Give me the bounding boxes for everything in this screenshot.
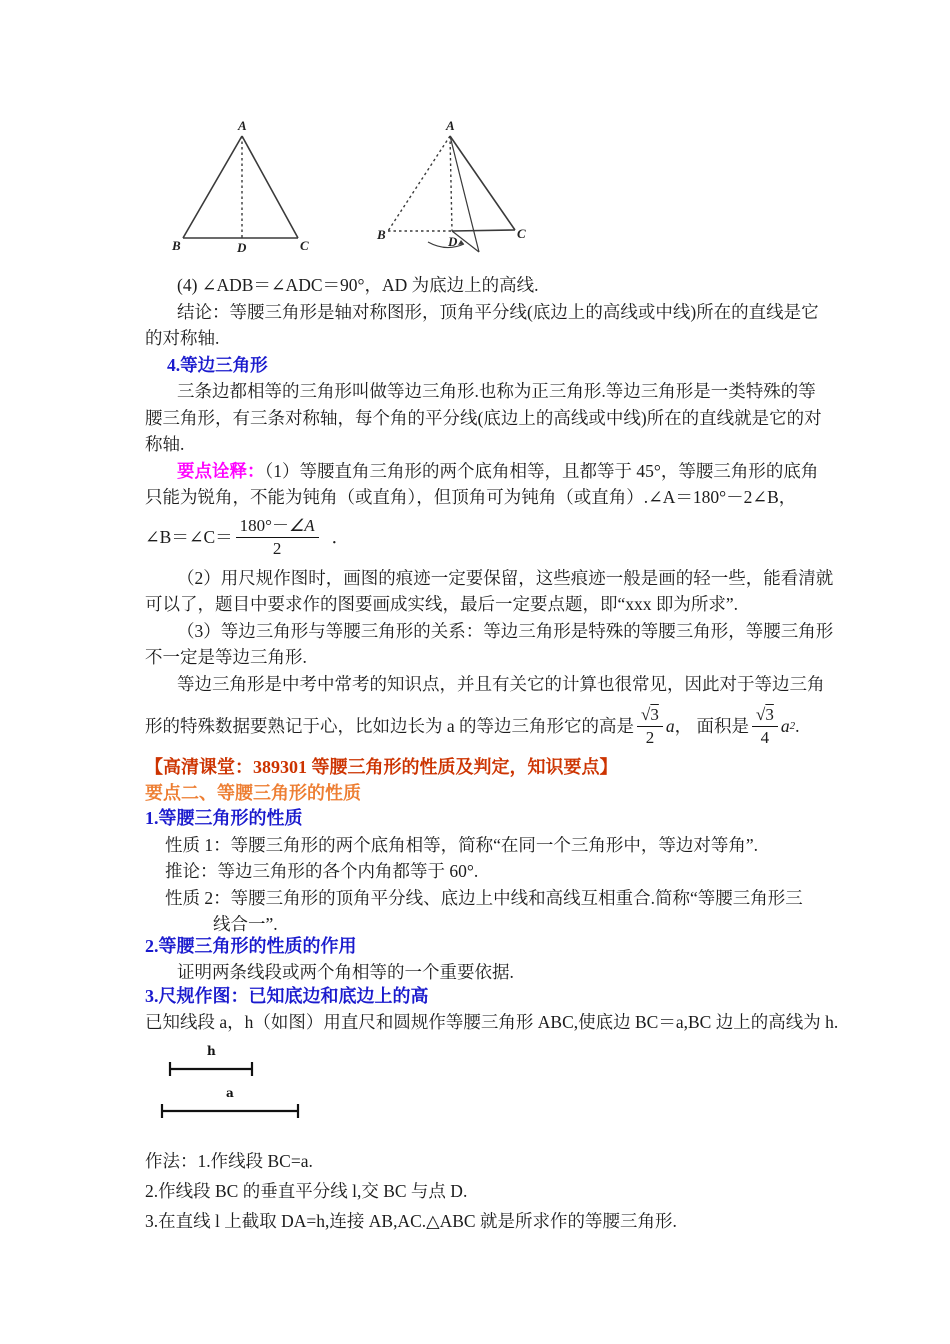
fraction-numerator: 180°－∠A xyxy=(236,516,319,538)
property-2-line-1: 性质 2：等腰三角形的顶角平分线、底边上中线和高线互相重合.简称“等腰三角形三 xyxy=(165,887,803,908)
formula-period: ． xyxy=(331,527,350,548)
construction-heading: 3.尺规作图：已知底边和底边上的高 xyxy=(145,985,429,1006)
vertex-b-label: B xyxy=(377,227,386,242)
exam-text-prefix: 形的特殊数据要熟记于心，比如边长为 a 的等边三角形它的高是 xyxy=(145,715,635,736)
vertex-d-label: D xyxy=(237,240,247,255)
area-fraction: $\frac{√3}{4}$ xyxy=(752,705,778,747)
vertex-a-label: A xyxy=(238,118,247,133)
angle-formula-line xyxy=(145,511,820,565)
area-exponent: 2 xyxy=(789,719,796,732)
equilateral-paragraph-line-1: 三条边都相等的三角形叫做等边三角形.也称为正三角形.等边三角形是一类特殊的等 xyxy=(177,381,816,401)
vertex-b-label: B xyxy=(172,238,181,253)
sqrt-3-numerator: √3 xyxy=(752,705,778,727)
key-note-label: 要点诠释： xyxy=(177,460,265,481)
key-note-line-1 xyxy=(145,458,820,485)
note-2-line-2: 可以了，题目中要求作的图要画成实线，最后一定要点题，即“xxx 即为所求”. xyxy=(145,594,739,614)
exam-paragraph-line-2 xyxy=(145,697,820,755)
vertex-c-label: C xyxy=(517,226,526,241)
vertex-c-label: C xyxy=(300,238,309,253)
segment-a-figure xyxy=(158,1086,302,1120)
vertex-d-label: D xyxy=(448,234,458,249)
note-3-line-1: （3）等边三角形与等腰三角形的关系：等边三角形是特殊的等腰三角形，等腰三角形 xyxy=(177,620,834,641)
hd-classroom-heading: 【高清课堂：389301 等腰三角形的性质及判定，知识要点】 xyxy=(145,757,618,777)
note-3-line-2: 不一定是等边三角形. xyxy=(145,647,307,667)
construction-steps xyxy=(145,1146,820,1236)
construction-step-2: 2.作线段 BC 的垂直平分线 l,交 BC 与点 D. xyxy=(145,1180,468,1201)
folded-triangle-figure xyxy=(376,118,528,260)
vertex-a-label: A xyxy=(446,118,455,133)
exam-text-end: . xyxy=(795,715,800,736)
sqrt-3-numerator: √3 xyxy=(637,705,663,727)
construction-step-1: 作法：1.作线段 BC=a. xyxy=(145,1150,313,1171)
segment-h-label: h xyxy=(207,1043,216,1058)
document-body xyxy=(145,272,839,1236)
fraction-denominator: 2 xyxy=(272,539,282,558)
note-2-line-1: （2）用尺规作图时，画图的痕迹一定要保留，这些痕迹一般是画的轻一些，能看清就 xyxy=(177,567,834,588)
property-2-line-2: 线合一”. xyxy=(213,914,278,934)
key-note-text: （1）等腰直角三角形的两个底角相等，且都等于 45°，等腰三角形的底角 xyxy=(264,460,819,481)
usage-text: 证明两条线段或两个角相等的一个重要依据. xyxy=(177,962,514,982)
exam-text-mid: ， 面积是 xyxy=(674,715,749,736)
construction-text: 已知线段 a，h（如图）用直尺和圆规作等腰三角形 ABC,使底边 BC＝a,BC 边上的高线为 h. xyxy=(145,1012,839,1032)
height-fraction: $\frac{√3}{2}$ xyxy=(637,705,663,747)
key-note-line-2: 只能为锐角，不能为钝角（或直角），但顶角可为钝角（或直角）.∠A＝180°－2∠B， xyxy=(145,487,797,507)
usage-heading: 2.等腰三角形的性质的作用 xyxy=(145,935,357,956)
statement-4-line: (4) ∠ADB＝∠ADC＝90°，AD 为底边上的高线. xyxy=(177,275,539,295)
isosceles-triangle-figure xyxy=(170,118,310,256)
segment-a-label: a xyxy=(226,1085,234,1100)
segment-h-figure xyxy=(165,1044,257,1078)
equilateral-paragraph-line-2: 腰三角形，有三条对称轴，每个角的平分线(底边上的高线或中线)所在的直线就是它的对 xyxy=(145,407,822,428)
equilateral-paragraph-line-3: 称轴. xyxy=(145,434,185,454)
height-variable: a xyxy=(665,715,675,736)
construction-step-3: 3.在直线 l 上截取 DA=h,连接 AB,AC.△ABC 就是所求作的等腰三角形. xyxy=(145,1210,677,1231)
corollary-line: 推论：等边三角形的各个内角都等于 60°. xyxy=(165,861,479,881)
triangle-figures-row xyxy=(145,0,820,260)
conclusion-line-2: 的对称轴. xyxy=(145,328,220,348)
exam-paragraph-line-1: 等边三角形是中考中常考的知识点，并且有关它的计算也很常见，因此对于等边三角 xyxy=(177,673,825,694)
conclusion-line-1: 结论：等腰三角形是轴对称图形，顶角平分线(底边上的高线或中线)所在的直线是它 xyxy=(177,301,819,322)
heading-equilateral-triangle: 4.等边三角形 xyxy=(167,354,268,375)
area-variable: a xyxy=(780,715,790,736)
section-2-heading: 要点二、等腰三角形的性质 xyxy=(145,782,361,803)
formula-prefix: ∠B＝∠C＝ xyxy=(145,527,233,548)
segment-figures xyxy=(145,1044,820,1120)
angle-fraction xyxy=(236,516,319,558)
properties-heading: 1.等腰三角形的性质 xyxy=(145,808,303,828)
property-1-line: 性质 1：等腰三角形的两个底角相等，简称“在同一个三角形中，等边对等角”. xyxy=(165,834,759,855)
